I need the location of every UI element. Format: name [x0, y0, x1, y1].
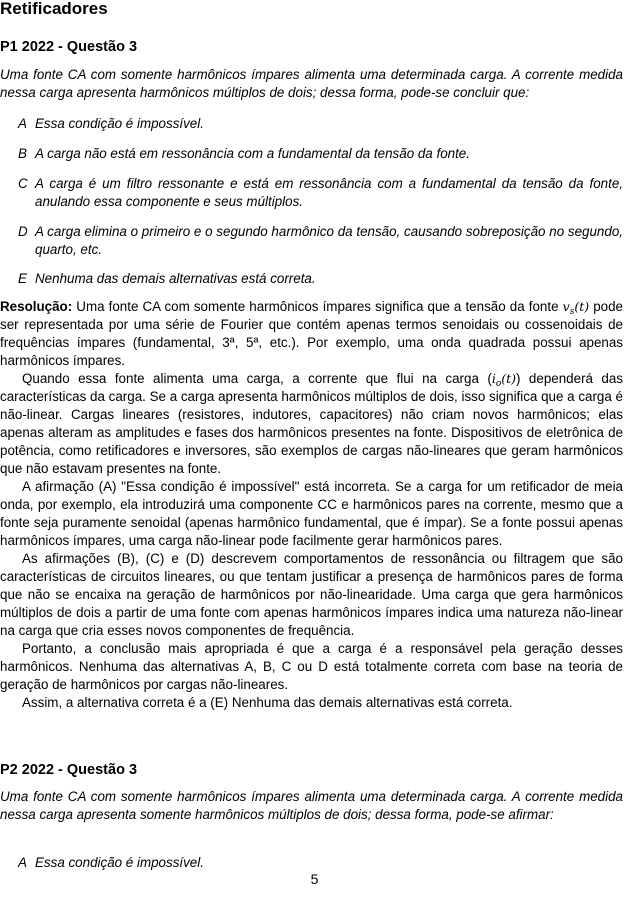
- page-number: 5: [310, 871, 319, 887]
- math-argument: (t): [501, 371, 517, 386]
- question-title-p1: P1 2022 - Questão 3: [0, 39, 138, 55]
- option-letter: E: [18, 271, 27, 286]
- option-letter: C: [18, 176, 28, 191]
- math-vs-t: [562, 299, 590, 317]
- resolution-paragraph: Assim, a alternativa correta é a (E) Nenhuma das demais alternativas está correta.: [22, 695, 513, 710]
- resolution-text: Quando essa fonte alimenta uma carga, a corrente que flui na carga (: [22, 371, 492, 386]
- option-b-p1: [18, 145, 623, 163]
- option-letter: D: [18, 224, 28, 239]
- resolution-paragraph: A afirmação (A) "Essa condição é impossível" está incorreta. Se a carga for um retificador de meia onda, por exemplo, ela introduzirá uma componente CC e harmônicos pares na corrente, mesmo que a fonte seja puramente senoidal (apenas harmônico fundamental, que é ímpar). Se a fonte possui apenas harmônicos ímpares, uma carga não-linear pode facilmente gerar harmônicos pares.: [0, 479, 623, 548]
- resolution-paragraph: Portanto, a conclusão mais apropriada é que a carga é a responsável pela geração desses harmônicos. Nenhuma das alternativas A, B, C ou D está totalmente correta com base na teoria de geração de harmônicos por cargas não-lineares.: [0, 641, 623, 692]
- math-symbol: v: [562, 299, 570, 314]
- math-symbol: i: [491, 371, 496, 386]
- resolution-paragraph: As afirmações (B), (C) e (D) descrevem comportamentos de ressonância ou filtragem que são características de circuitos lineares, ou que tentam justificar a presença de harmônicos pares de forma que não se encaixa na geração de harmônicos por não-linearidade. Uma carga que gera harmônicos múltiplos de dois a partir de uma fonte com apenas harmônicos ímpares indica uma natureza não-linear na carga que cria esses novos componentes de frequência.: [0, 551, 623, 638]
- option-text: Nenhuma das demais alternativas está correta.: [35, 271, 316, 286]
- question-stem-p2: Uma fonte CA com somente harmônicos ímpares alimenta uma determinada carga. A corrente medida nessa carga apresenta somente harmônicos múltiplos de dois; dessa forma, pode-se afirmar:: [0, 789, 623, 822]
- math-subscript: s: [569, 307, 575, 317]
- option-text: A carga é um filtro ressonante e está em ressonância com a fundamental da tensão da fonte, anulando essa componente e seus múltiplos.: [35, 176, 623, 209]
- option-e-p1: [18, 270, 623, 288]
- math-argument: (t): [574, 299, 590, 314]
- section-title: Retificadores: [0, 0, 108, 18]
- option-text: A carga não está em ressonância com a fundamental da tensão da fonte.: [35, 146, 470, 161]
- option-letter: A: [18, 116, 27, 131]
- option-c-p1: [18, 175, 623, 211]
- question-title-p2: P2 2022 - Questão 3: [0, 762, 138, 778]
- option-d-p1: [18, 223, 623, 259]
- option-letter: A: [18, 855, 27, 870]
- option-letter: B: [18, 146, 27, 161]
- math-io-t: [491, 371, 517, 389]
- math-subscript: o: [495, 379, 502, 389]
- option-a-p1: [18, 115, 623, 133]
- option-text: Essa condição é impossível.: [35, 116, 204, 131]
- option-text: A carga elimina o primeiro e o segundo harmônico da tensão, causando sobreposição no segundo, quarto, etc.: [35, 224, 623, 257]
- resolution-text: ) dependerá das características da carga. Se a carga apresenta harmônicos múltiplos de dois, isso significa que a carga é não-linear. Cargas lineares (resistores, indutores, capacitores) não criam novos harmônicos; elas apenas alteram as amplitudes e fases dos harmônicos presentes na fonte. Dispositivos de eletrônica de potência, como retificadores e inversores, são exemplos de cargas não-lineares que geram harmônicos que não estavam presentes na fonte.: [0, 371, 624, 476]
- resolution-block: [0, 298, 623, 712]
- question-stem-p1: Uma fonte CA com somente harmônicos ímpares alimenta uma determinada carga. A corrente medida nessa carga apresenta harmônicos múltiplos de dois; dessa forma, pode-se concluir que:: [0, 67, 623, 100]
- resolution-paragraph: [0, 298, 623, 370]
- resolution-text: pode ser representada por uma série de Fourier que contém apenas termos senoidais ou cossenoidais de frequências ímpares (fundamental, 3ª, 5ª, etc.). Por exemplo, uma onda quadrada possui apenas harmônicos ímpares.: [0, 299, 623, 368]
- resolution-label: Resolução:: [0, 299, 73, 314]
- resolution-paragraph: [0, 370, 623, 478]
- option-text: Essa condição é impossível.: [35, 855, 204, 870]
- resolution-text: Uma fonte CA com somente harmônicos ímpares significa que a tensão da fonte: [76, 299, 559, 314]
